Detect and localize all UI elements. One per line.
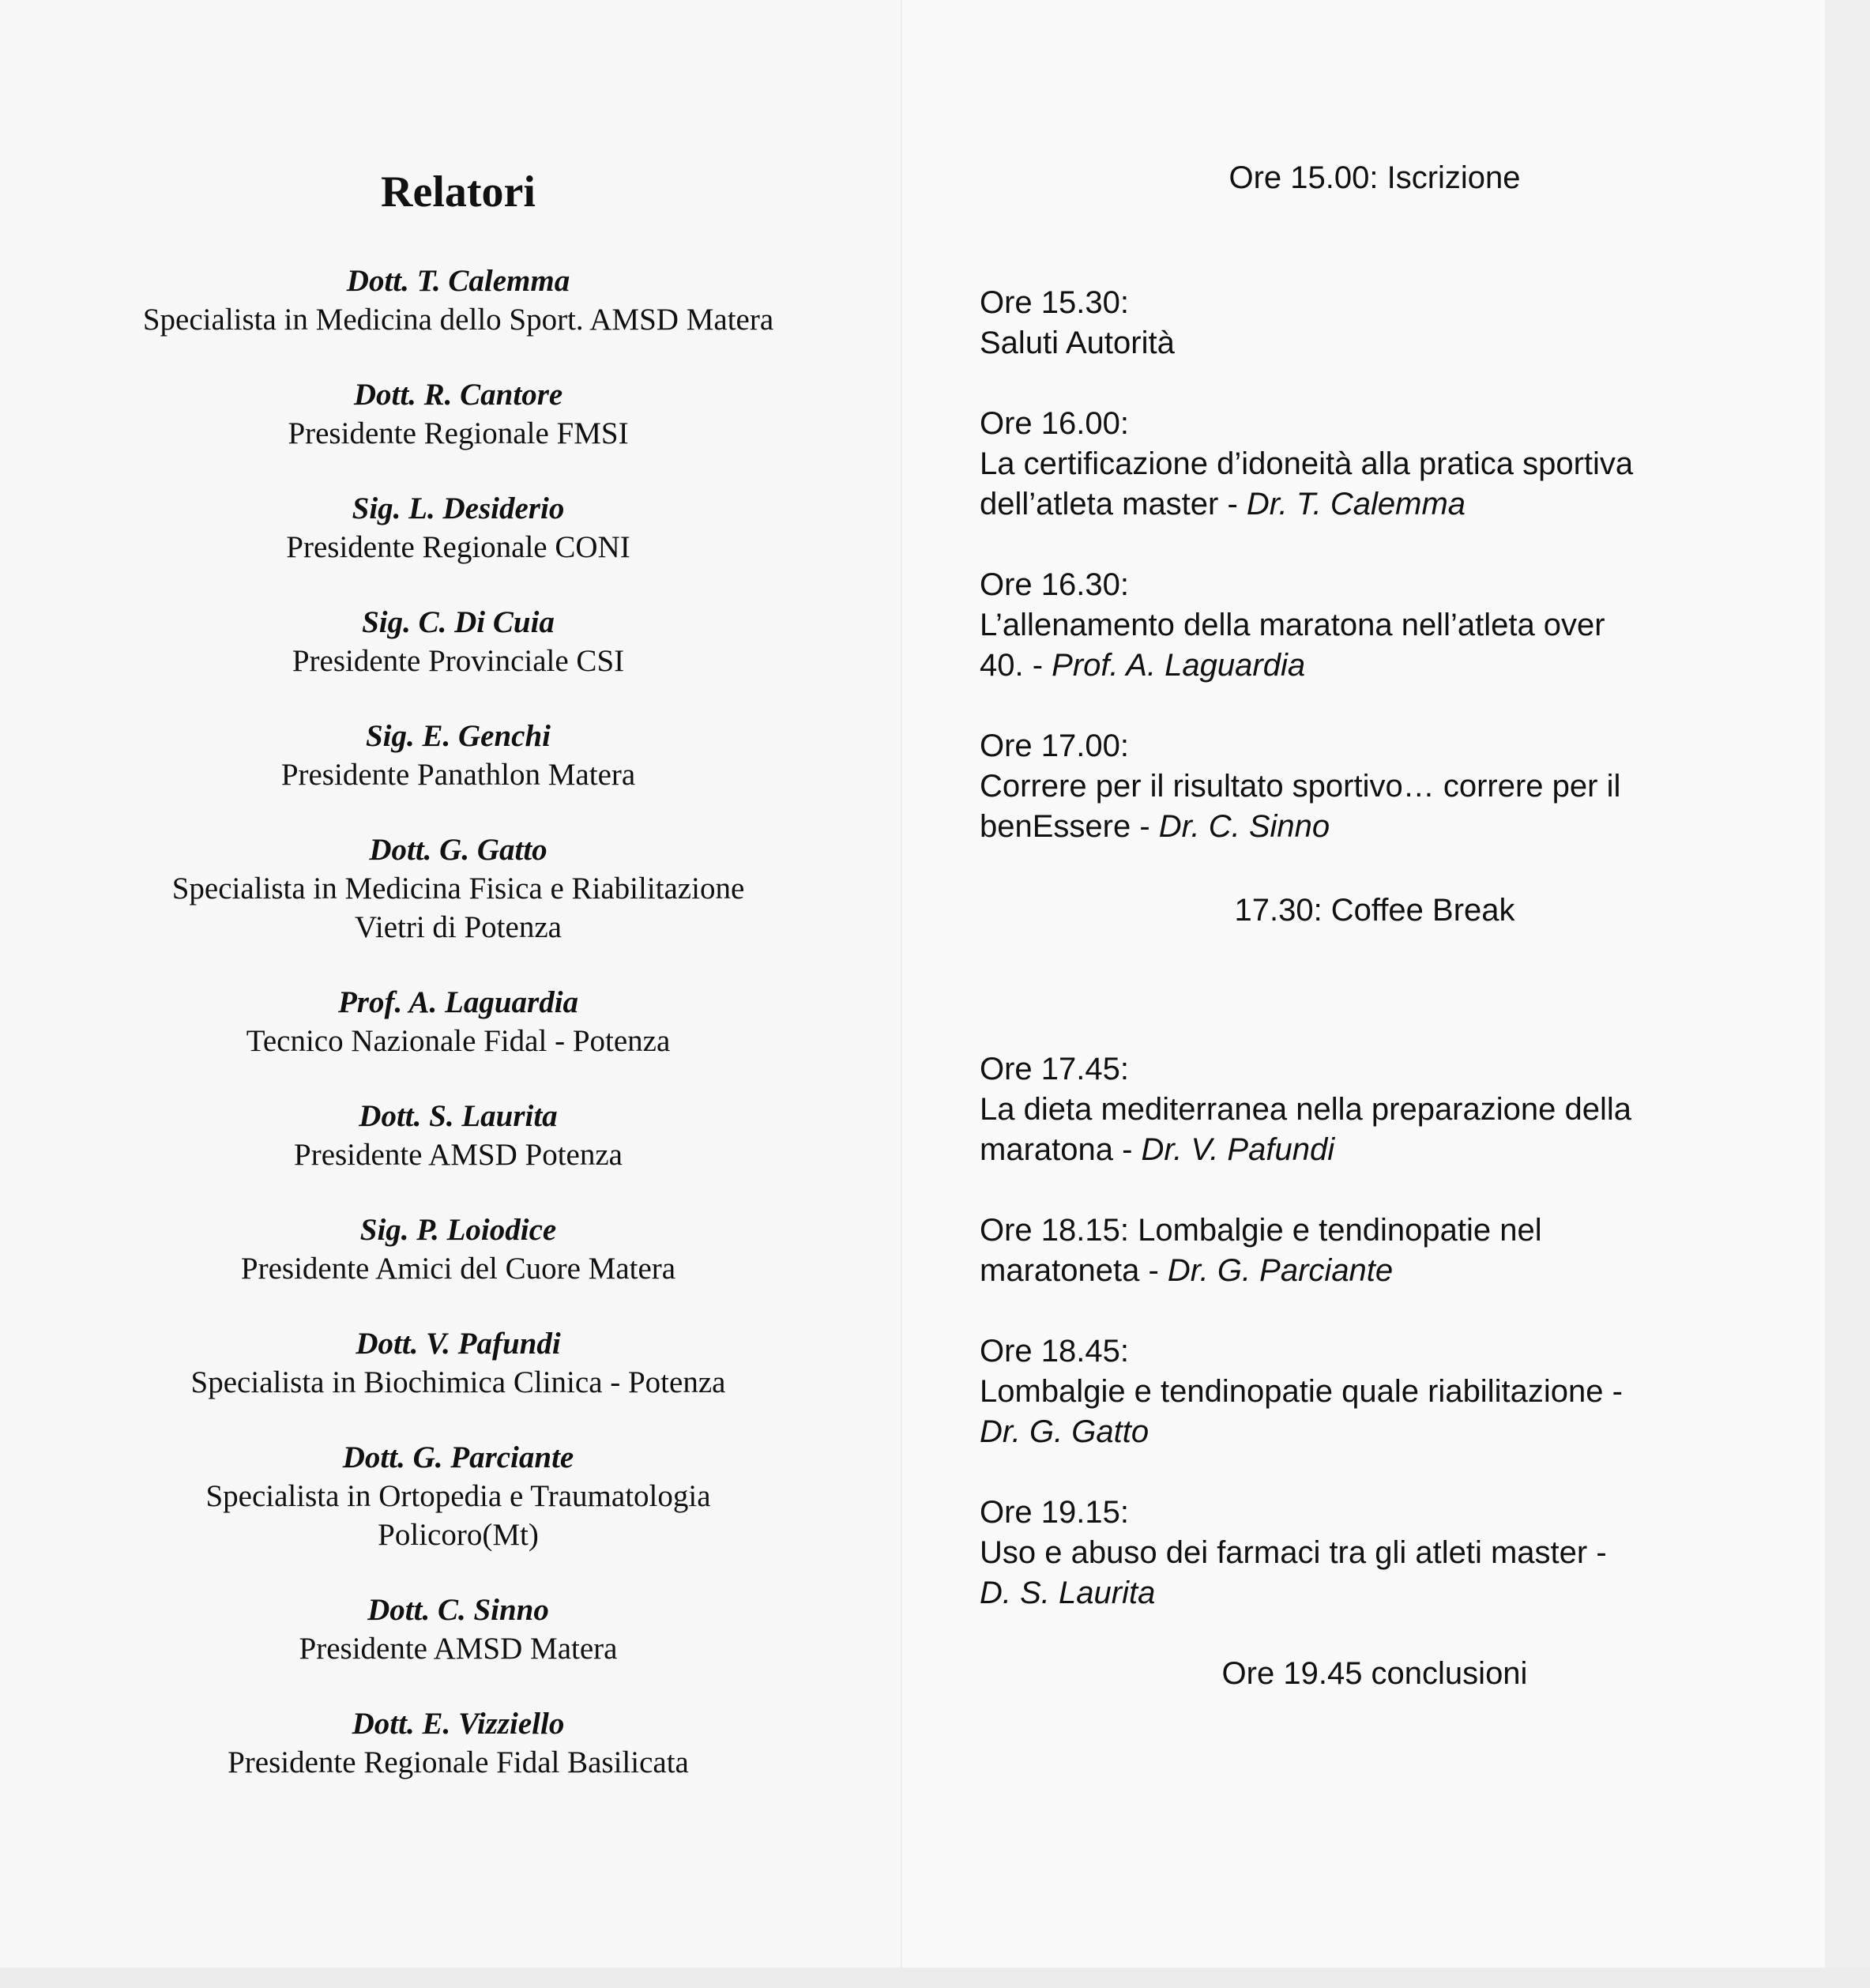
speaker-entry: [63, 983, 853, 1060]
speaker-role: Presidente Panathlon Matera: [280, 758, 636, 793]
speaker-entry: [63, 717, 853, 794]
programme-column: [980, 158, 1770, 1694]
programme-text: Uso e abuso dei farmaci tra gli atleti master -: [980, 1535, 1607, 1570]
programme-text: dell’atleta master -: [980, 487, 1247, 521]
programme-text: Saluti Autorità: [980, 326, 1175, 360]
speaker-entry: [63, 375, 853, 453]
speaker-role: Specialista in Biochimica Clinica - Potenza: [190, 1365, 726, 1400]
programme-text-line: [980, 766, 1770, 807]
speaker-name: Dott. C. Sinno: [367, 1593, 549, 1628]
programme-text-line: [980, 1573, 1770, 1613]
speaker-name: Dott. E. Vizziello: [352, 1707, 565, 1741]
programme-text-line: [980, 444, 1770, 484]
programme-item: [980, 1493, 1770, 1613]
scan-edge: [1825, 0, 1870, 1988]
speaker-name: Sig. E. Genchi: [365, 719, 551, 754]
programme-items-second: [980, 1049, 1770, 1613]
speaker-entry: [63, 830, 853, 947]
programme-text: Correre per il risultato sportivo… correre per il: [980, 769, 1621, 804]
speaker-entry: [63, 489, 853, 567]
programme-time: Ore 16.30:: [980, 567, 1130, 602]
speaker-entry: [63, 262, 853, 339]
programme-item: [980, 726, 1770, 847]
speaker-entry: [63, 1324, 853, 1402]
scan-bottom-edge: [0, 1967, 1870, 1988]
speaker-name: Sig. P. Loiodice: [359, 1213, 557, 1248]
programme-time: Ore 18.15: Lombalgie e tendinopatie nel: [980, 1213, 1542, 1248]
programme-text-line: [980, 1130, 1770, 1170]
speaker-role: Presidente Regionale FMSI: [288, 416, 629, 451]
programme-time: Ore 17.45:: [980, 1052, 1130, 1086]
speaker-name: Prof. A. Laguardia: [337, 985, 579, 1020]
speaker-entry: [63, 603, 853, 680]
programme-text: La certificazione d’idoneità alla pratica sportiva: [980, 446, 1634, 481]
programme-speaker: Dr. G. Gatto: [980, 1414, 1149, 1449]
speaker-role: Presidente Amici del Cuore Matera: [240, 1252, 676, 1286]
programme-speaker: Dr. G. Parciante: [1167, 1253, 1394, 1288]
programme-speaker: Dr. V. Pafundi: [1141, 1132, 1335, 1167]
programme-text-line: [980, 807, 1770, 847]
programme-item: [980, 1049, 1770, 1170]
speakers-title: Relatori: [381, 168, 536, 216]
programme-item: [980, 283, 1770, 363]
programme-text-line: [980, 323, 1770, 363]
programme-item: [980, 1210, 1770, 1291]
speaker-role: Vietri di Potenza: [355, 910, 562, 945]
programme-text: maratona -: [980, 1132, 1142, 1167]
programme-item: [980, 1331, 1770, 1452]
programme-text: maratoneta -: [980, 1253, 1168, 1288]
speaker-role: Policoro(Mt): [378, 1518, 539, 1553]
programme-speaker: Dr. T. Calemma: [1246, 487, 1466, 521]
speakers-column: [63, 166, 853, 1818]
programme-text-line: [980, 646, 1770, 686]
programme-text: La dieta mediterranea nella preparazione della: [980, 1092, 1631, 1127]
speaker-role: Presidente Provinciale CSI: [292, 644, 625, 679]
speaker-role: Presidente Regionale CONI: [286, 530, 630, 565]
programme-text-line: [980, 1412, 1770, 1452]
speaker-name: Dott. V. Pafundi: [356, 1327, 561, 1361]
programme-speaker: Prof. A. Laguardia: [1052, 648, 1306, 683]
speaker-name: Sig. L. Desiderio: [352, 491, 565, 526]
speaker-role: Specialista in Ortopedia e Traumatologia: [205, 1479, 711, 1514]
programme-time: Ore 15.30:: [980, 285, 1130, 320]
registration-line: Ore 15.00: Iscrizione: [1228, 160, 1521, 195]
speaker-name: Dott. G. Gatto: [369, 833, 547, 868]
conclusion-line: Ore 19.45 conclusioni: [1221, 1656, 1528, 1691]
speaker-entry: [63, 1591, 853, 1668]
coffee-break-line: 17.30: Coffee Break: [1234, 893, 1515, 928]
speaker-role: Presidente AMSD Matera: [299, 1632, 618, 1666]
speaker-role: Specialista in Medicina Fisica e Riabilitazione: [171, 872, 745, 906]
speaker-name: Dott. S. Laurita: [359, 1099, 558, 1134]
speaker-list: [63, 262, 853, 1782]
speaker-name: Sig. C. Di Cuia: [362, 605, 555, 640]
programme-time: Ore 18.45:: [980, 1334, 1130, 1369]
programme-time: Ore 19.15:: [980, 1495, 1130, 1530]
programme-text-line: [980, 1533, 1770, 1573]
programme-text: benEssere -: [980, 809, 1159, 844]
programme-time: Ore 16.00:: [980, 406, 1130, 441]
programme-text: Lombalgie e tendinopatie quale riabilitazione -: [980, 1374, 1623, 1409]
programme-item: [980, 404, 1770, 525]
speaker-entry: [63, 1210, 853, 1288]
programme-text-line: [980, 605, 1770, 646]
programme-text: L’allenamento della maratona nell’atleta over: [980, 608, 1605, 642]
speaker-role: Specialista in Medicina dello Sport. AMSD Matera: [142, 303, 774, 337]
programme-time: Ore 17.00:: [980, 729, 1130, 763]
programme-text-line: [980, 1251, 1770, 1291]
speaker-entry: [63, 1097, 853, 1174]
programme-speaker: Dr. C. Sinno: [1158, 809, 1330, 844]
speaker-name: Dott. G. Parciante: [342, 1440, 574, 1475]
fold-line: [901, 0, 902, 1967]
programme-text: 40. -: [980, 648, 1052, 683]
speaker-entry: [63, 1704, 853, 1782]
speaker-name: Dott. T. Calemma: [346, 264, 570, 299]
programme-item: [980, 565, 1770, 686]
programme-text-line: [980, 1090, 1770, 1130]
speaker-role: Presidente Regionale Fidal Basilicata: [228, 1745, 689, 1780]
speaker-role: Tecnico Nazionale Fidal - Potenza: [246, 1024, 671, 1059]
speaker-role: Presidente AMSD Potenza: [294, 1138, 623, 1173]
programme-text-line: [980, 484, 1770, 525]
speaker-name: Dott. R. Cantore: [353, 378, 563, 412]
programme-items-first: [980, 283, 1770, 847]
programme-speaker: D. S. Laurita: [980, 1576, 1156, 1610]
programme-text-line: [980, 1372, 1770, 1412]
speaker-entry: [63, 1438, 853, 1554]
